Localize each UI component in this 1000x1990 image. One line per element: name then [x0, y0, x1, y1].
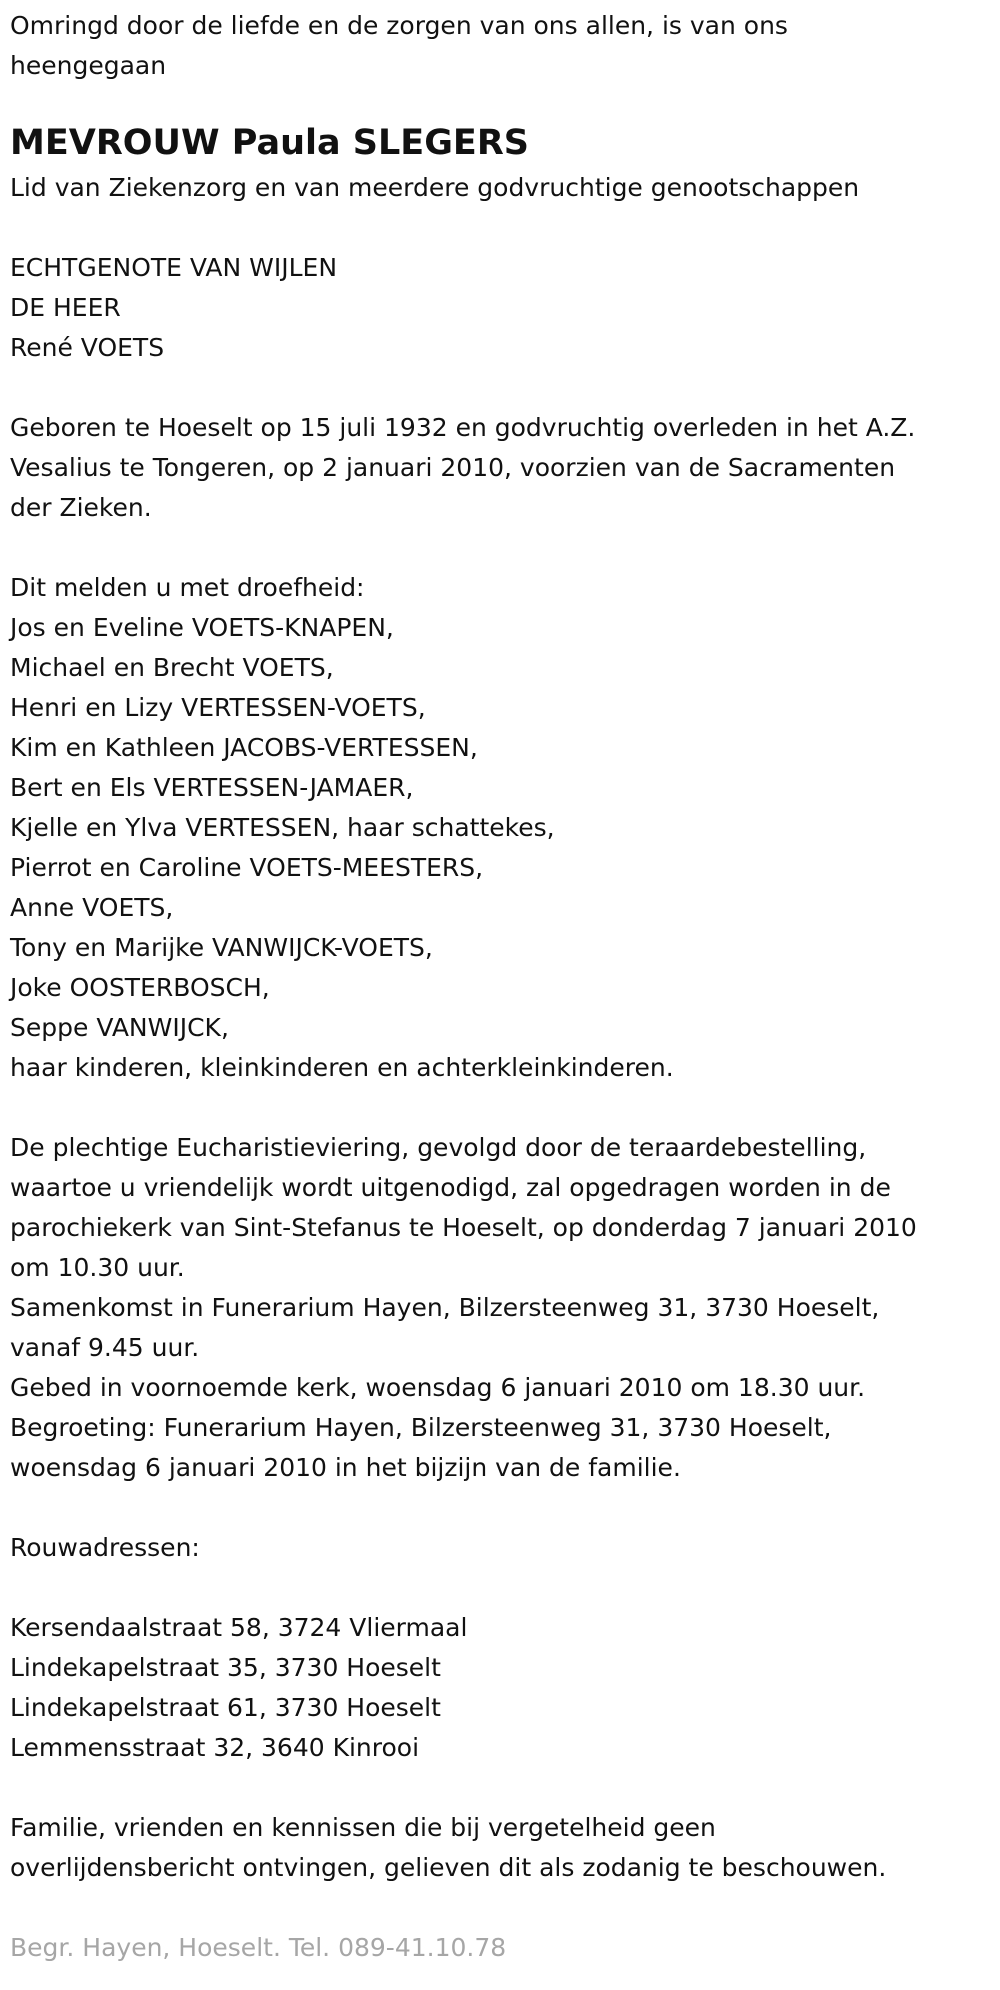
family-heading: Dit melden u met droefheid: — [10, 573, 365, 602]
family-closing: haar kinderen, kleinkinderen en achterkleinkinderen. — [10, 1053, 674, 1082]
family-member: Joke OOSTERBOSCH, — [10, 973, 270, 1002]
address-item: Kersendaalstraat 58, 3724 Vliermaal — [10, 1613, 468, 1642]
family-member: Anne VOETS, — [10, 893, 174, 922]
address-item: Lindekapelstraat 35, 3730 Hoeselt — [10, 1653, 441, 1682]
spacer — [10, 368, 1000, 408]
ceremony-line: Gebed in voornoemde kerk, woensdag 6 januari 2010 om 18.30 uur. — [10, 1373, 866, 1402]
birth-death-line: der Zieken. — [10, 493, 152, 522]
birth-death-line: Vesalius te Tongeren, op 2 januari 2010, voorzien van de Sacramenten — [10, 453, 896, 482]
family-member: Henri en Lizy VERTESSEN-VOETS, — [10, 693, 426, 722]
spacer — [10, 1888, 1000, 1928]
ceremony-line: Samenkomst in Funerarium Hayen, Bilzersteenweg 31, 3730 Hoeselt, — [10, 1293, 880, 1322]
ceremony-line: vanaf 9.45 uur. — [10, 1333, 200, 1362]
family-member: Kjelle en Ylva VERTESSEN, haar schattekes, — [10, 813, 555, 842]
spacer — [10, 1568, 1000, 1608]
family-member: Jos en Eveline VOETS-KNAPEN, — [10, 613, 394, 642]
ceremony-line: Begroeting: Funerarium Hayen, Bilzersteenweg 31, 3730 Hoeselt, — [10, 1413, 832, 1442]
funeral-home-footer: Begr. Hayen, Hoeselt. Tel. 089-41.10.78 — [10, 1933, 507, 1962]
ceremony-line: parochiekerk van Sint-Stefanus te Hoeselt, op donderdag 7 januari 2010 — [10, 1213, 917, 1242]
spouse-line: DE HEER — [10, 293, 121, 322]
intro-line: Omringd door de liefde en de zorgen van ons allen, is van ons — [10, 11, 788, 40]
ceremony-line: De plechtige Eucharistieviering, gevolgd door de teraardebestelling, — [10, 1133, 867, 1162]
intro-line: heengegaan — [10, 51, 167, 80]
address-item: Lemmensstraat 32, 3640 Kinrooi — [10, 1733, 420, 1762]
birth-death-line: Geboren te Hoeselt op 15 juli 1932 en godvruchtig overleden in het A.Z. — [10, 413, 916, 442]
family-member: Pierrot en Caroline VOETS-MEESTERS, — [10, 853, 484, 882]
notice-line: Familie, vrienden en kennissen die bij vergetelheid geen — [10, 1813, 716, 1842]
spacer — [10, 528, 1000, 568]
ceremony-line: waartoe u vriendelijk wordt uitgenodigd, zal opgedragen worden in de — [10, 1173, 891, 1202]
spacer — [10, 1768, 1000, 1808]
deceased-name: MEVROUW Paula SLEGERS — [10, 123, 530, 163]
deceased-membership: Lid van Ziekenzorg en van meerdere godvruchtige genootschappen — [10, 173, 860, 202]
family-member: Michael en Brecht VOETS, — [10, 653, 334, 682]
spouse-line: ECHTGENOTE VAN WIJLEN — [10, 253, 338, 282]
address-item: Lindekapelstraat 61, 3730 Hoeselt — [10, 1693, 441, 1722]
spacer — [10, 1088, 1000, 1128]
family-member: Tony en Marijke VANWIJCK-VOETS, — [10, 933, 433, 962]
spouse-line: René VOETS — [10, 333, 165, 362]
ceremony-line: om 10.30 uur. — [10, 1253, 185, 1282]
notice-line: overlijdensbericht ontvingen, gelieven dit als zodanig te beschouwen. — [10, 1853, 887, 1882]
family-member: Seppe VANWIJCK, — [10, 1013, 229, 1042]
family-member: Bert en Els VERTESSEN-JAMAER, — [10, 773, 414, 802]
family-member: Kim en Kathleen JACOBS-VERTESSEN, — [10, 733, 478, 762]
ceremony-line: woensdag 6 januari 2010 in het bijzijn van de familie. — [10, 1453, 681, 1482]
spacer — [10, 1488, 1000, 1528]
addresses-heading: Rouwadressen: — [10, 1533, 200, 1562]
spacer — [10, 208, 1000, 248]
